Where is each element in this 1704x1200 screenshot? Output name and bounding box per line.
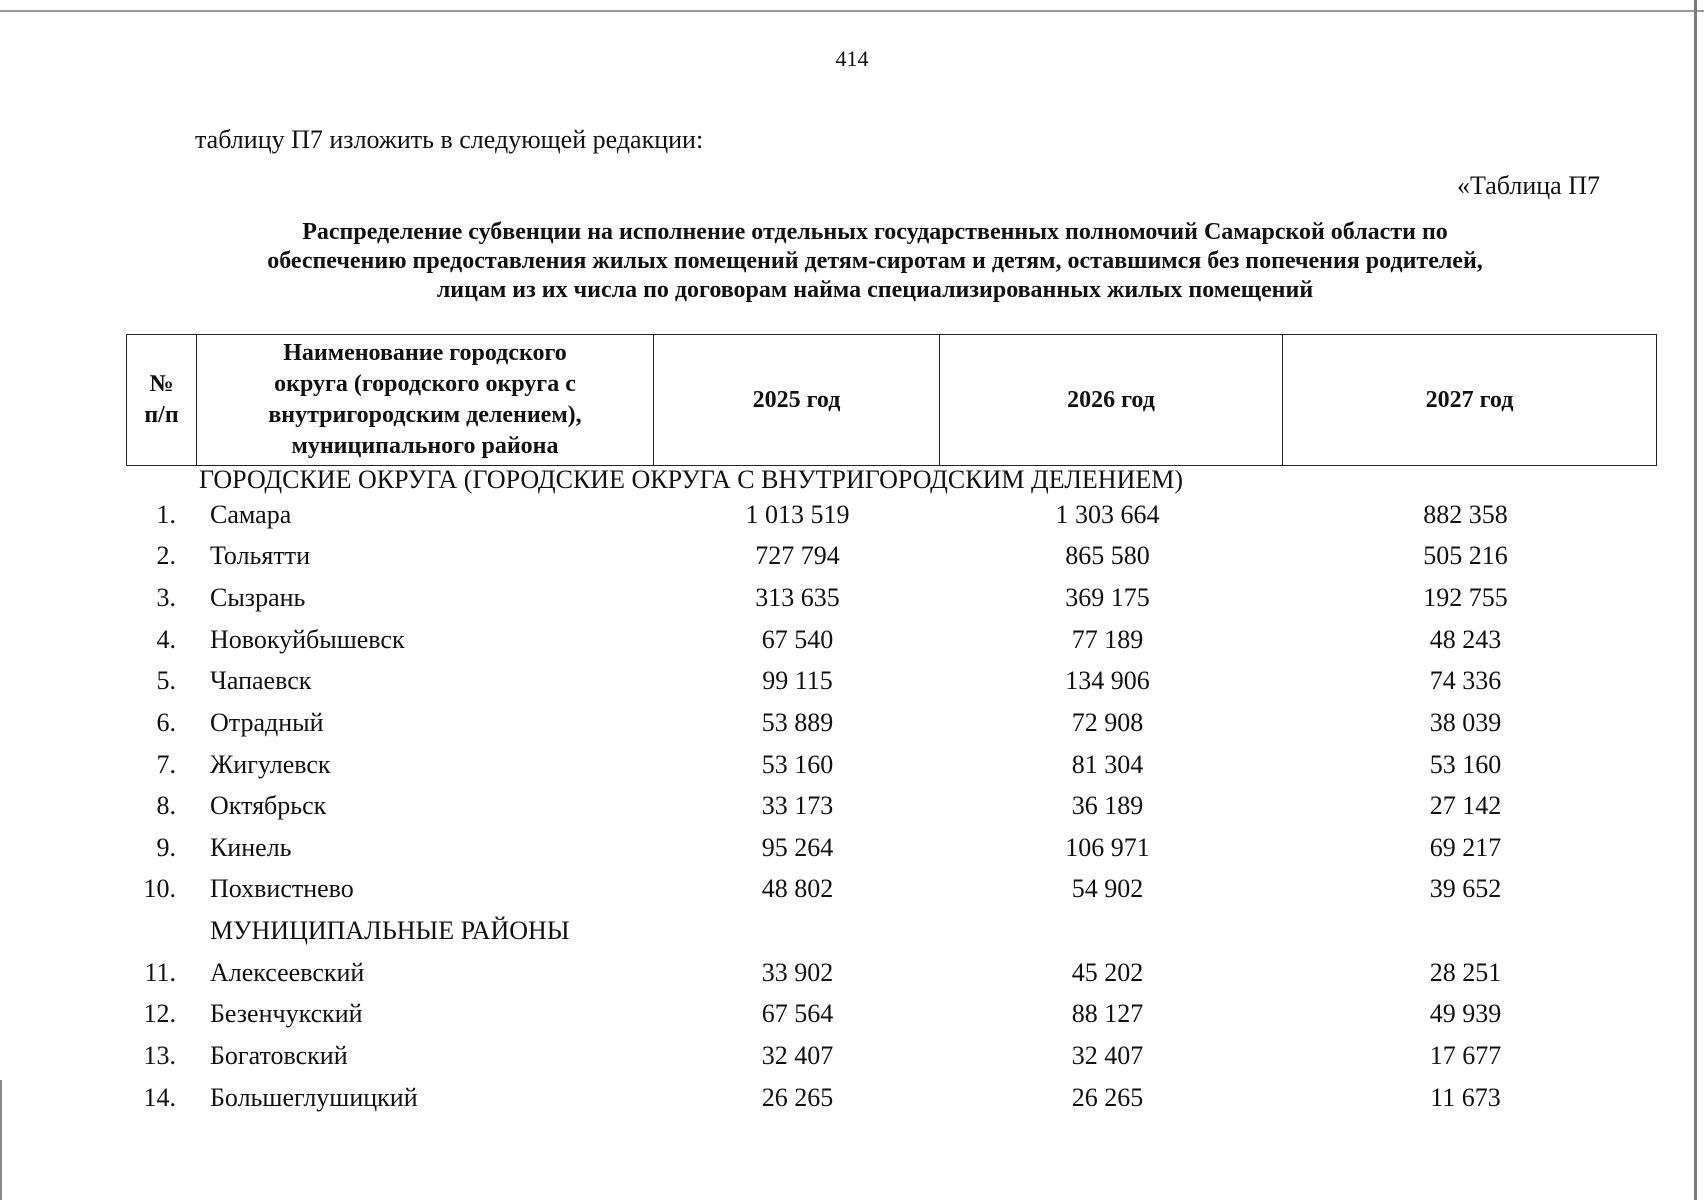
header-name-line: округа (городского округа с — [274, 371, 576, 397]
intro-text: таблицу П7 изложить в следующей редакции: — [195, 125, 704, 154]
row-name: Чапаевск — [210, 666, 312, 695]
header-num-line: № — [149, 371, 174, 397]
row-name: Самара — [210, 500, 292, 529]
row-name: Новокуйбышевск — [210, 625, 405, 654]
row-value-2026: 32 407 — [1071, 1041, 1144, 1070]
row-name: Октябрьск — [210, 791, 327, 820]
header-num — [127, 335, 197, 466]
row-value-2026: 26 265 — [1071, 1083, 1144, 1112]
table-row — [0, 833, 1704, 873]
row-value-2026: 36 189 — [1071, 791, 1144, 820]
table-label: «Таблица П7 — [1457, 171, 1600, 200]
header-num-line: п/п — [144, 402, 179, 428]
table-row — [0, 625, 1704, 665]
row-value-2025: 26 265 — [761, 1083, 834, 1112]
row-number: 6. — [156, 708, 176, 737]
row-value-2026: 1 303 664 — [1055, 500, 1160, 529]
table-row — [0, 1083, 1704, 1123]
table-row — [0, 958, 1704, 998]
row-number: 3. — [156, 583, 176, 612]
row-number: 14. — [143, 1083, 176, 1112]
table-row — [0, 999, 1704, 1039]
row-number: 12. — [143, 999, 176, 1028]
row-value-2027: 17 677 — [1429, 1041, 1502, 1070]
row-name: Отрадный — [210, 708, 324, 737]
row-value-2027: 74 336 — [1429, 666, 1502, 695]
header-name-line: муниципального района — [291, 433, 559, 459]
row-name: Большеглушицкий — [210, 1083, 418, 1112]
row-value-2025: 53 889 — [761, 708, 834, 737]
row-value-2027: 27 142 — [1429, 791, 1502, 820]
row-value-2025: 67 540 — [761, 625, 834, 654]
section-title-municipal-districts: МУНИЦИПАЛЬНЫЕ РАЙОНЫ — [210, 916, 570, 945]
row-value-2027: 48 243 — [1429, 625, 1502, 654]
row-name: Жигулевск — [210, 750, 331, 779]
row-name: Богатовский — [210, 1041, 348, 1070]
row-value-2027: 69 217 — [1429, 833, 1502, 862]
table-row — [0, 666, 1704, 706]
row-name: Алексеевский — [210, 958, 365, 987]
table-row — [0, 874, 1704, 914]
row-number: 7. — [156, 750, 176, 779]
row-value-2027: 882 358 — [1423, 500, 1508, 529]
row-number: 2. — [156, 541, 176, 570]
row-value-2025: 95 264 — [761, 833, 834, 862]
row-value-2025: 33 902 — [761, 958, 834, 987]
row-value-2025: 727 794 — [755, 541, 840, 570]
title-line: лицам из их числа по договорам найма специализированных жилых помещений — [436, 277, 1314, 303]
row-value-2025: 48 802 — [761, 874, 834, 903]
row-value-2027: 28 251 — [1429, 958, 1502, 987]
row-value-2025: 33 173 — [761, 791, 834, 820]
header-name — [197, 335, 654, 466]
row-value-2026: 134 906 — [1065, 666, 1150, 695]
table-row — [0, 541, 1704, 581]
table-row — [0, 1041, 1704, 1081]
row-value-2027: 53 160 — [1429, 750, 1502, 779]
row-value-2026: 88 127 — [1071, 999, 1144, 1028]
row-number: 11. — [144, 958, 176, 987]
title-line: Распределение субвенции на исполнение отдельных государственных полномочий Самарской области по — [302, 219, 1448, 245]
row-value-2026: 54 902 — [1071, 874, 1144, 903]
row-value-2027: 192 755 — [1423, 583, 1508, 612]
row-value-2027: 39 652 — [1429, 874, 1502, 903]
title-line: обеспечению предоставления жилых помещений детям-сиротам и детям, оставшимся без попечения родителей, — [267, 248, 1483, 274]
row-value-2027: 505 216 — [1423, 541, 1508, 570]
row-value-2025: 32 407 — [761, 1041, 834, 1070]
row-value-2026: 865 580 — [1065, 541, 1150, 570]
page-number: 414 — [835, 46, 869, 71]
table-header — [126, 334, 1657, 466]
row-value-2025: 99 115 — [762, 666, 833, 695]
row-value-2025: 313 635 — [755, 583, 840, 612]
table-row — [0, 708, 1704, 748]
row-name: Безенчукский — [210, 999, 363, 1028]
table-row — [0, 750, 1704, 790]
row-name: Сызрань — [210, 583, 306, 612]
row-value-2025: 67 564 — [761, 999, 834, 1028]
header-year-2025: 2025 год — [654, 335, 940, 466]
row-number: 8. — [156, 791, 176, 820]
row-number: 1. — [156, 500, 176, 529]
header-year-2026: 2026 год — [940, 335, 1283, 466]
header-name-line: Наименование городского — [283, 340, 567, 366]
row-number: 9. — [156, 833, 176, 862]
header-name-line: внутригородским делением), — [268, 402, 582, 428]
table-row — [0, 791, 1704, 831]
row-value-2026: 77 189 — [1071, 625, 1144, 654]
row-value-2026: 369 175 — [1065, 583, 1150, 612]
row-value-2027: 49 939 — [1429, 999, 1502, 1028]
row-number: 5. — [156, 666, 176, 695]
row-value-2027: 11 673 — [1430, 1083, 1501, 1112]
row-value-2026: 45 202 — [1071, 958, 1144, 987]
row-value-2025: 53 160 — [761, 750, 834, 779]
row-number: 13. — [143, 1041, 176, 1070]
row-value-2026: 81 304 — [1071, 750, 1144, 779]
row-value-2026: 72 908 — [1071, 708, 1144, 737]
table-row — [0, 500, 1704, 540]
row-number: 4. — [156, 625, 176, 654]
row-name: Кинель — [210, 833, 292, 862]
row-value-2025: 1 013 519 — [745, 500, 850, 529]
scan-edge-top — [0, 10, 1704, 12]
table-row — [0, 583, 1704, 623]
row-name: Похвистнево — [210, 874, 354, 903]
header-year-2027: 2027 год — [1283, 335, 1657, 466]
row-name: Тольятти — [210, 541, 311, 570]
row-number: 10. — [143, 874, 176, 903]
section-title-city-districts: ГОРОДСКИЕ ОКРУГА (ГОРОДСКИЕ ОКРУГА С ВНУТРИГОРОДСКИМ ДЕЛЕНИЕМ) — [199, 465, 1184, 494]
row-value-2026: 106 971 — [1065, 833, 1150, 862]
document-title — [150, 218, 1600, 305]
row-value-2027: 38 039 — [1429, 708, 1502, 737]
